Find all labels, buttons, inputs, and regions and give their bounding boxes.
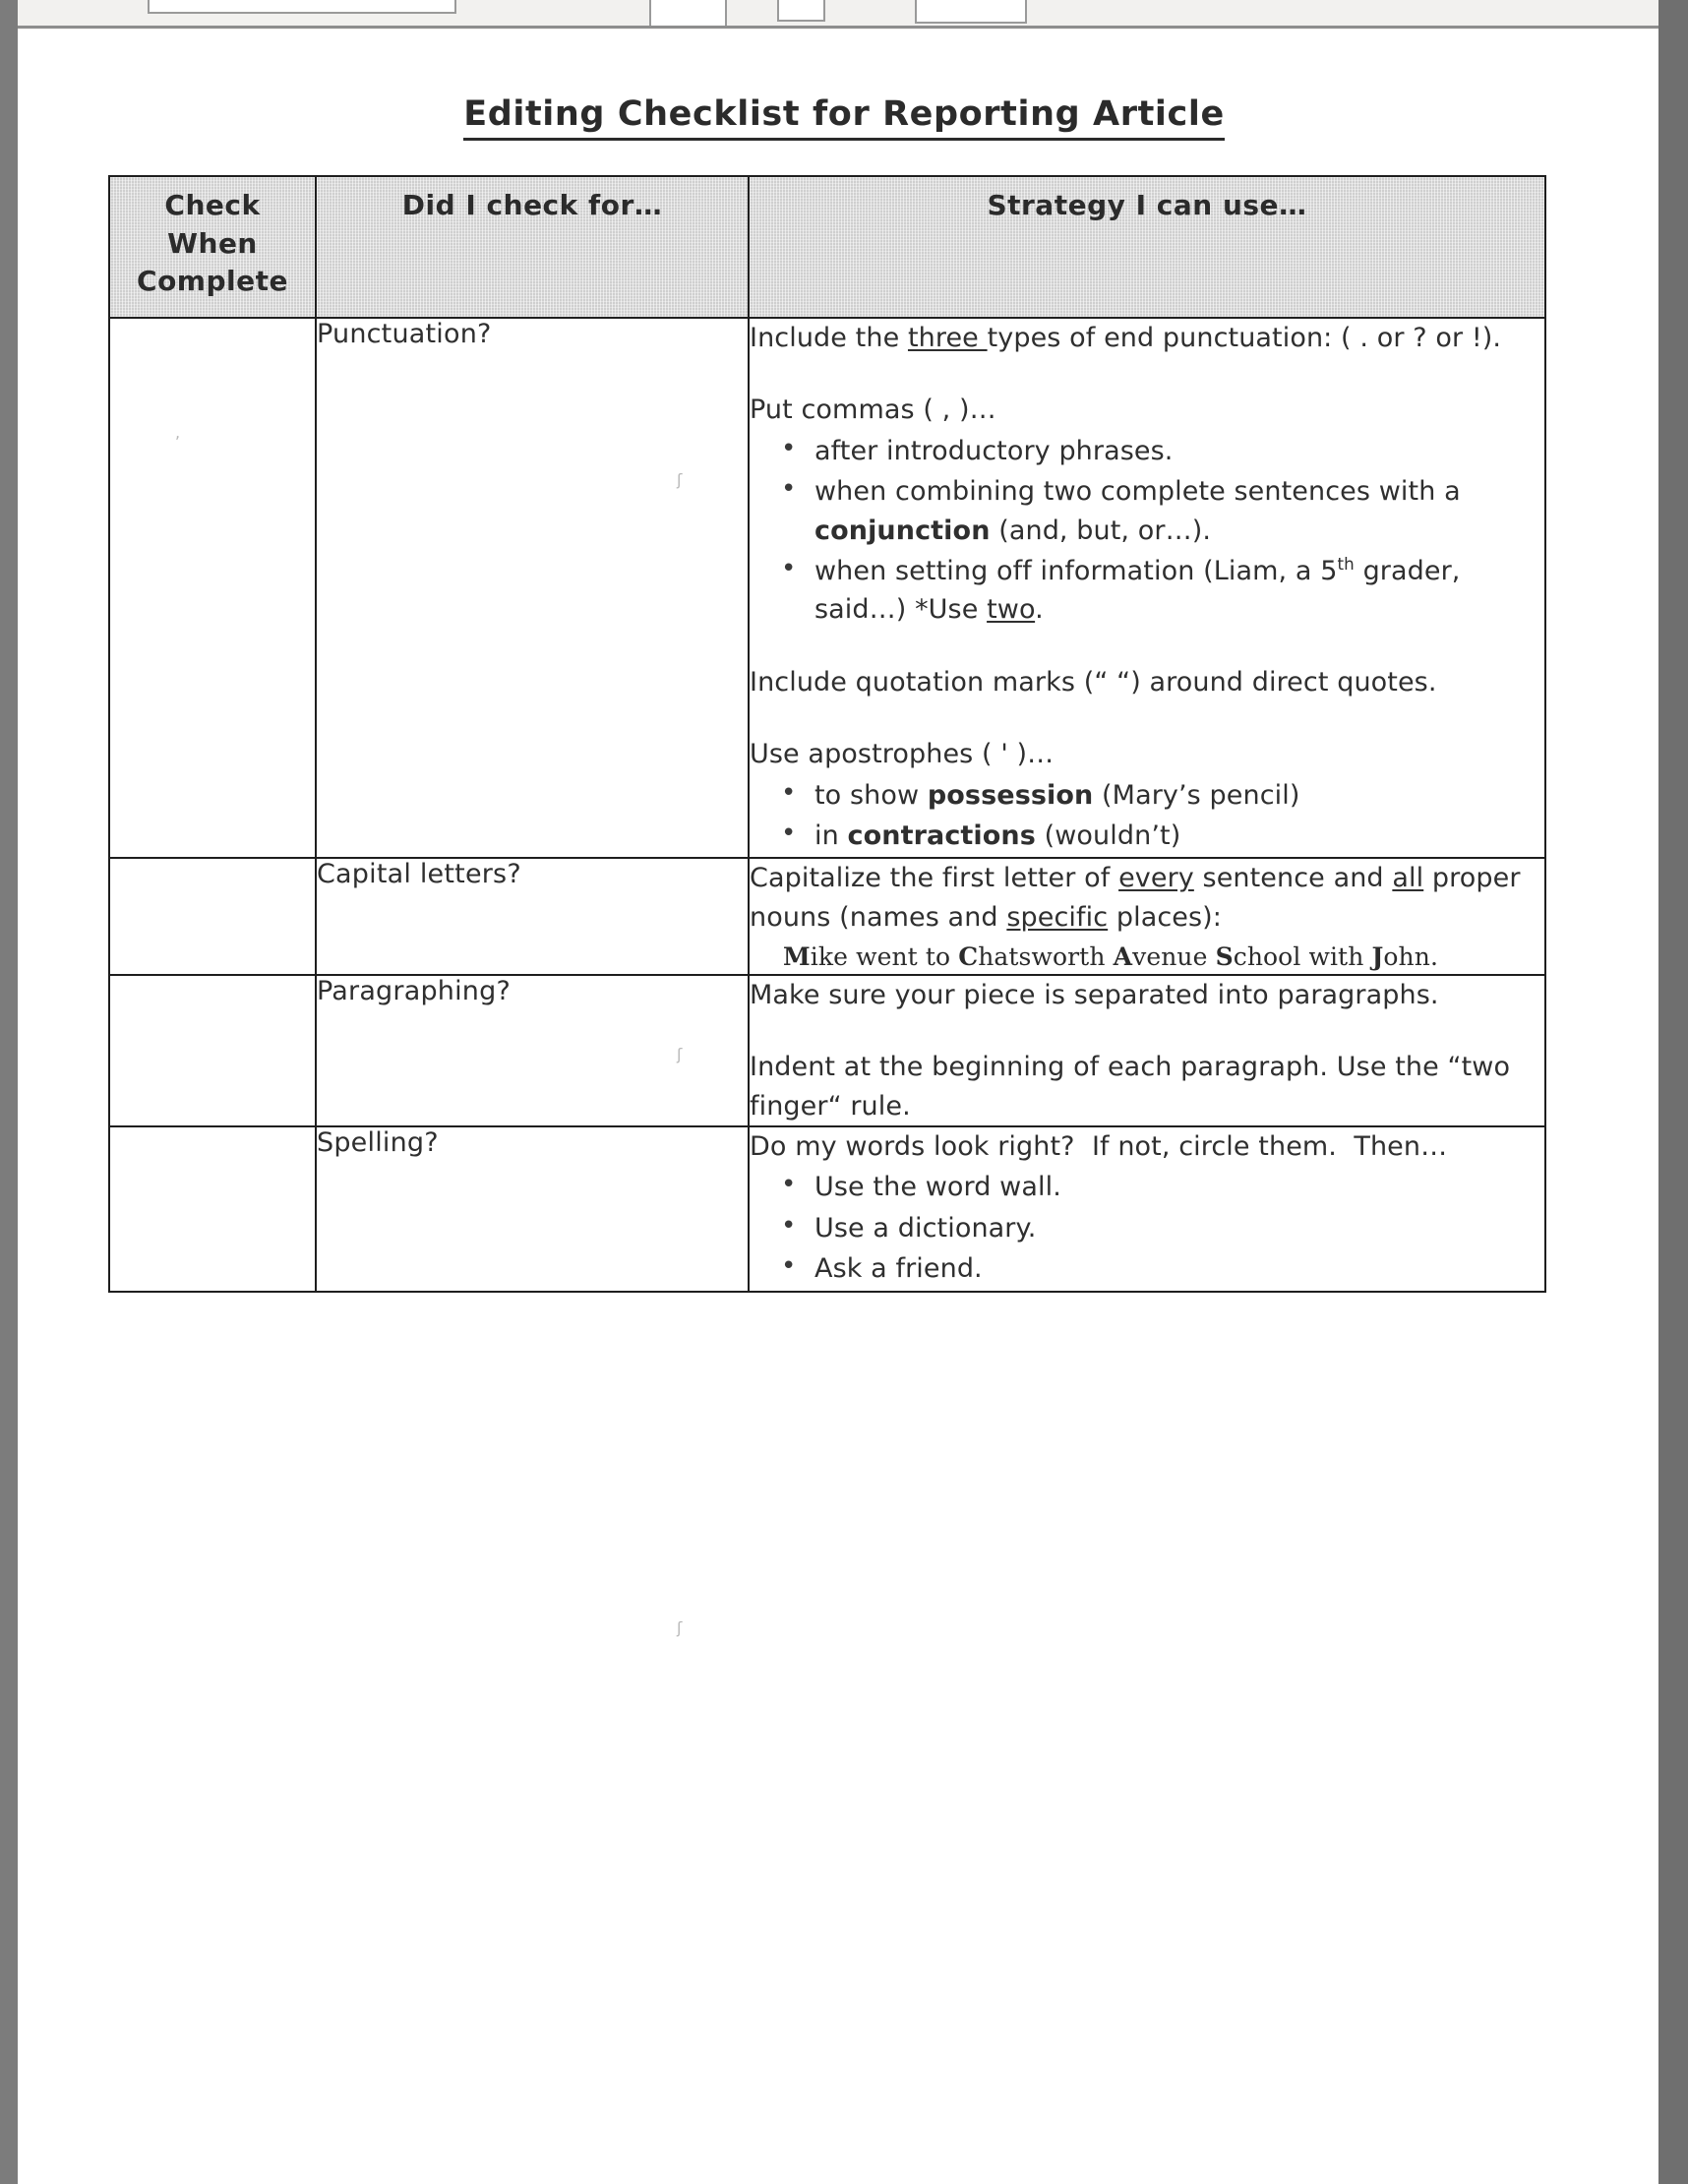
underlined-word-every: every (1118, 863, 1194, 894)
column-header-check-when-complete (109, 176, 316, 318)
strategy-paragraph: Make sure your piece is separated into paragraphs. (750, 979, 1439, 1010)
checkbox-cell-punctuation[interactable] (109, 318, 316, 858)
scan-artifact-notch (915, 0, 1027, 24)
capital-M: M (783, 942, 811, 972)
strategy-bullet-list (750, 776, 1544, 856)
ordinal-suffix: th (1337, 554, 1355, 575)
underlined-word-two: two (987, 594, 1036, 626)
strategy-cell-punctuation (749, 318, 1545, 858)
list-item: • when combining two complete sentences with a conjunction (and, but, or…). (814, 472, 1544, 550)
scan-speck: , (175, 423, 181, 442)
list-item: • in contractions (wouldn’t) (814, 817, 1544, 855)
column-header-strategy-i-can-use: Strategy I can use… (749, 176, 1545, 318)
scan-speck: ʃ (677, 1045, 683, 1063)
strategy-cell-spelling (749, 1126, 1545, 1292)
header-row (109, 176, 1545, 318)
table-row (109, 975, 1545, 1126)
strategy-cell-capital-letters (749, 858, 1545, 974)
list-item: • to show possession (Mary’s pencil) (814, 776, 1544, 815)
table-row (109, 858, 1545, 974)
capital-S: S (1215, 942, 1234, 972)
list-item: • after introductory phrases. (814, 432, 1544, 470)
scan-left-margin-shadow (0, 0, 18, 2184)
strategy-paragraph: Put commas ( , )… (750, 394, 996, 426)
scan-artifact-notch (777, 0, 825, 22)
strategy-paragraph: Capitalize the first letter of every sentence and all proper nouns (names and specific places): (750, 863, 1521, 933)
checklist-item-label-spelling: Spelling? (316, 1126, 749, 1292)
capital-A: A (1113, 942, 1133, 972)
capital-C: C (958, 942, 979, 972)
capital-J: J (1371, 942, 1384, 972)
strategy-paragraph: Indent at the beginning of each paragraph. Use the “two finger“ rule. (750, 1052, 1511, 1122)
checklist-item-label-capital-letters: Capital letters? (316, 858, 749, 974)
underlined-word-all: all (1392, 863, 1424, 894)
list-item: • Ask a friend. (814, 1249, 1544, 1288)
header-line-3: Complete (137, 265, 288, 298)
scan-right-margin-shadow (1658, 0, 1688, 2184)
strategy-cell-paragraphing (749, 975, 1545, 1126)
column-header-did-i-check-for: Did I check for… (316, 176, 749, 318)
scan-speck: ʃ (677, 470, 683, 489)
list-item: • Use a dictionary. (814, 1209, 1544, 1247)
scan-artifact-notch (148, 0, 456, 14)
editing-checklist-table (108, 175, 1546, 1293)
table-row (109, 1126, 1545, 1292)
page-title: Editing Checklist for Reporting Article (463, 94, 1225, 141)
checklist-item-label-punctuation: Punctuation? (316, 318, 749, 858)
bold-word-possession: possession (927, 779, 1094, 811)
table-body (109, 318, 1545, 1292)
strategy-bullet-list (750, 1168, 1544, 1288)
strategy-paragraph: Use apostrophes ( ' )… (750, 739, 1055, 770)
scan-speck: ʃ (677, 1618, 683, 1637)
strategy-paragraph: Include quotation marks (“ “) around direct quotes. (750, 666, 1437, 698)
scan-artifact-notch (649, 0, 727, 28)
checkbox-cell-paragraphing[interactable] (109, 975, 316, 1126)
strategy-paragraph: Do my words look right? If not, circle them. Then… (750, 1131, 1448, 1162)
table-row (109, 318, 1545, 858)
checkbox-cell-capital-letters[interactable] (109, 858, 316, 974)
checklist-item-label-paragraphing: Paragraphing? (316, 975, 749, 1126)
table-header (109, 176, 1545, 318)
underlined-word-specific: specific (1006, 901, 1109, 933)
checkbox-cell-spelling[interactable] (109, 1126, 316, 1292)
bold-word-conjunction: conjunction (814, 515, 991, 546)
list-item: • Use the word wall. (814, 1168, 1544, 1206)
strategy-paragraph: Include the three types of end punctuation: ( . or ? or !). (750, 323, 1502, 353)
scan-top-rule (18, 26, 1658, 29)
strategy-bullet-list (750, 432, 1544, 630)
bold-word-contractions: contractions (847, 820, 1036, 852)
underlined-word-three: three (907, 323, 988, 353)
serif-example-sentence: Mike went to Chatsworth Avenue School with John. (783, 942, 1439, 972)
list-item: • when setting off information (Liam, a 5th grader, said…) *Use two. (814, 552, 1544, 630)
page-title-container (0, 94, 1688, 141)
header-line-2: When (167, 226, 258, 260)
header-line-1: Check (164, 189, 261, 221)
